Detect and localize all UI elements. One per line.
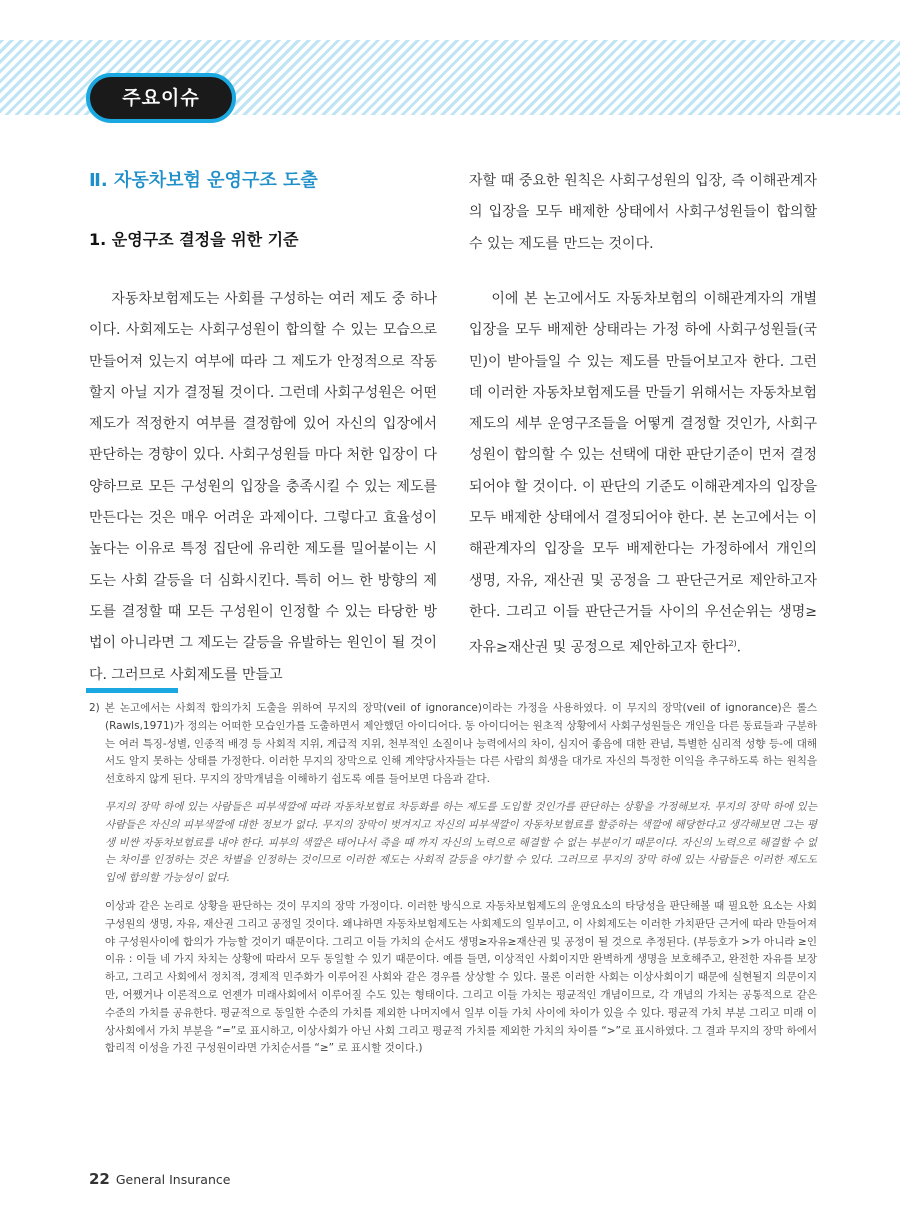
- page-number: 22: [89, 1170, 110, 1188]
- subsection-title: 1. 운영구조 결정을 위한 기준: [89, 230, 299, 249]
- footnote-continuation-text: 이상과 같은 논리로 상황을 판단하는 것이 무지의 장막 가정이다. 이러한 방식으로 자동차보험제도의 운영요소의 타당성을 판단해볼 때 필요한 요소는 사회구성원의 생명, 자유, 재산권 그리고 공정일 것이다. 왜냐하면 자동차보험제도는 사회제도의 일부이고, 이 사회제도는 이러한 가치판단 근거에 따라 만들어져야 구성원사이에 합의가 가능할 것이기 때문이다. 그리고 이들 가치의 순서도 생명≥자유≥재산권 및 공정이 될 것으로 추정된다. (부등호가 >가 아니라 ≥인 이유 : 이들 네 가지 차치는 상황에 따라서 모두 동일할 수 있기 때문이다. 예를 들면, 이상적인 사회이지만 완벽하게 생명을 보호해주고, 완전한 자유를 보장하고, 그리고 사회에서 정치적, 경제적 민주화가 이루어진 사회와 같은 경우를 상상할 수 있다. 물론 이러한 사회는 이상사회이기 때문에 실현될지 의문이지만, 어쨌거나 이론적으로 언젠가 미래사회에서 이루어질 수도 있는 형태이다. 그리고 이들 가치는 평균적인 개념이므로, 각 개념의 가치는 공통적으로 같은 수준의 가치를 공유한다. 평균적으로 동일한 수준의 가치를 제외한 나머지에서 일부 이들 가치 사이에 차이가 있을 수 있다. 평균적 가치 부분 그리고 미래 이상사회에서 가치 부분을 “=”로 표시하고, 이상사회가 아닌 사회 그리고 평균적 가치를 제외한 가치의 차이를 “>”로 표시하였다. 그 결과 무지의 장막 하에서 합리적 이성을 가진 구성원이라면 가치순서를 “≥” 로 표시할 것이다.): [105, 899, 817, 1055]
- footnote-divider: [86, 688, 178, 693]
- sentence-end: .: [736, 639, 742, 656]
- body-paragraph: 자동차보험제도는 사회를 구성하는 여러 제도 중 하나이다. 사회제도는 사회구성원이 합의할 수 있는 모습으로 만들어져 있는지 여부에 따라 그 제도가 안정적으로 작동할지 아닐 지가 결정될 것이다. 그런데 사회구성원은 어떤 제도가 적정한지 여부를 결정함에 있어 자신의 입장에서 판단하는 경향이 있다. 사회구성원들 마다 처한 입장이 다양하므로 모든 구성원의 입장을 충족시킬 수 있는 제도를 만든다는 것은 매우 어려운 과제이다. 그렇다고 효율성이 높다는 이유로 특정 집단에 유리한 제도를 밀어붙이는 시도는 사회 갈등을 더 심화시킨다. 특히 어느 한 방향의 제도를 결정할 때 모든 구성원이 인정할 수 있는 타당한 방법이 아니라면 그 제도는 갈등을 유발하는 원인이 될 것이다. 그러므로 사회제도를 만들고: [89, 291, 437, 683]
- body-paragraph-text: 이에 본 논고에서도 자동차보험의 이해관계자의 개별 입장을 모두 배제한 상태라는 가정 하에 사회구성원들(국민)이 받아들일 수 있는 제도를 만들어보고자 한다. 그런데 이러한 자동차보험제도를 만들기 위해서는 자동차보험제도의 세부 운영구조들을 어떻게 결정할 것인가, 사회구성원이 합의할 수 있는 선택에 대한 판단기준이 먼저 결정되어야 할 것이다. 이 판단의 기준도 이해관계자의 입장을 모두 배제한 상태에서 결정되어야 한다. 본 논고에서는 이해관계자의 입장을 모두 배제한다는 가정하에서 개인의 생명, 자유, 재산권 및 공정을 그 판단근거로 제안하고자 한다. 그리고 이들 판단근거들 사이의 우선순위는 생명≥자유≥재산권 및 공정으로 제안하고자 한다: [469, 291, 817, 656]
- footnote-reference[interactable]: 2): [728, 639, 737, 649]
- body-paragraph-2: [469, 284, 817, 664]
- body-column-right: [469, 284, 817, 664]
- body-paragraph-continuation: 자할 때 중요한 원칙은 사회구성원의 입장, 즉 이해관계자의 입장을 모두 배제한 상태에서 사회구성원들이 합의할 수 있는 제도를 만드는 것이다.: [469, 173, 817, 252]
- body-column-left: [89, 284, 437, 691]
- footnote-block: [89, 700, 817, 1058]
- page-footer: [89, 1169, 230, 1188]
- section-badge: 주요이슈: [86, 73, 236, 123]
- magazine-name: General Insurance: [115, 1172, 231, 1187]
- body-column-right-top: [469, 166, 817, 260]
- footnote-example-text: 무지의 장막 하에 있는 사람들은 피부색깔에 따라 자동차보험료 차등화를 하는 제도를 도입할 것인가를 판단하는 상황을 가정해보자. 무지의 장막 하에 있는 사람들은 자신의 피부색깔에 대한 정보가 없다. 무지의 장막이 벗겨지고 자신의 피부색깔이 자동차보험료를 할증하는 색깔에 해당한다고 생각해보면 그는 평생 비싼 자동차보험료를 내야 한다. 피부의 색깔은 태어나서 죽을 때 까지 자신의 노력으로 해결할 수 없는 부분이기 때문이다. 자신의 노력으로 해결할 수 없는 차이를 인정하는 것은 차별을 인정하는 것이므로 이러한 제도는 사회적 갈등을 야기할 수 있다. 그러므로 무지의 장막 하에 있는 사람들은 이러한 제도도입에 합의할 가능성이 없다.: [105, 800, 817, 885]
- footnote-main-text: 2) 본 논고에서는 사회적 합의가치 도출을 위하여 무지의 장막(veil of ignorance)이라는 가정을 사용하였다. 이 무지의 장막(veil of ignorance)은 롤스(Rawls,1971)가 정의는 어떠한 모습인가를 도출하면서 제안했던 아이디어다. 동 아이디어는 원초적 상황에서 사회구성원들은 개인을 다른 동료들과 구분하는 여러 특징-성별, 인종적 배경 등 사회적 지위, 계급적 지위, 천부적인 소질이나 능력에서의 차이, 심지어 좋음에 대한 관념, 특별한 심리적 성향 등-에 대해서도 알지 못하는 상태를 가정한다. 이러한 무지의 장막으로 인해 계약당사자들는 다른 사람의 희생을 대가로 자신의 특정한 이익을 추구하도록 하는 원칙을 선호하지 않게 된다. 무지의 장막개념을 이해하기 쉽도록 예를 들어보면 다음과 같다.: [89, 702, 817, 786]
- section-title: Ⅱ. 자동차보험 운영구조 도출: [89, 170, 318, 191]
